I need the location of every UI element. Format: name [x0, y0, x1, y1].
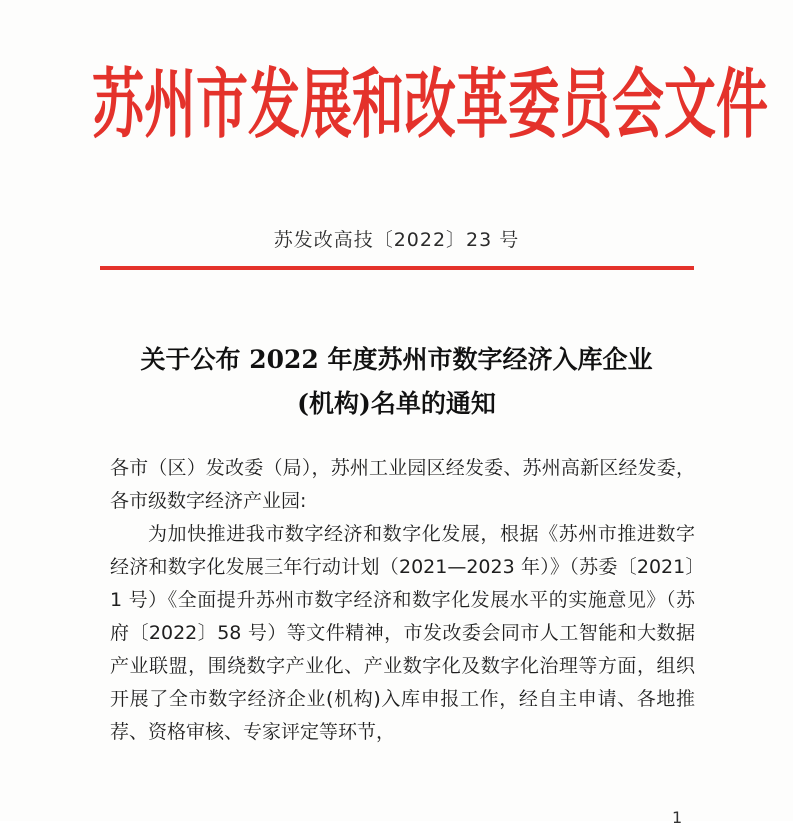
masthead-title: 苏州市发展和改革委员会文件	[92, 62, 769, 150]
notice-body	[110, 452, 695, 749]
notice-title	[60, 338, 733, 426]
red-divider-line	[100, 266, 694, 270]
page-number: 1	[672, 808, 683, 827]
document-number: 苏发改高技〔2022〕23 号	[273, 229, 520, 251]
body-paragraph-1: 为加快推进我市数字经济和数字化发展，根据《苏州市推进数字经济和数字化发展三年行动计划（2021—2023 年）》（苏委〔2021〕1 号）《全面提升苏州市数字经济和数字化发展水平的实施意见》（苏府〔2022〕58 号）等文件精神，市发改委会同市人工智能和大数据产业联盟，围绕数字产业化、产业数字化及数字化治理等方面，组织开展了全市数字经济企业(机构)入库申报工作，经自主申请、各地推荐、资格审核、专家评定等环节，	[110, 523, 695, 743]
notice-title-line-2: (机构)名单的通知	[297, 389, 496, 418]
salutation-paragraph: 各市（区）发改委（局），苏州工业园区经发委、苏州高新区经发委，各市级数字经济产业园:	[110, 457, 695, 512]
notice-title-line-1: 关于公布 2022 年度苏州市数字经济入库企业	[140, 345, 653, 374]
